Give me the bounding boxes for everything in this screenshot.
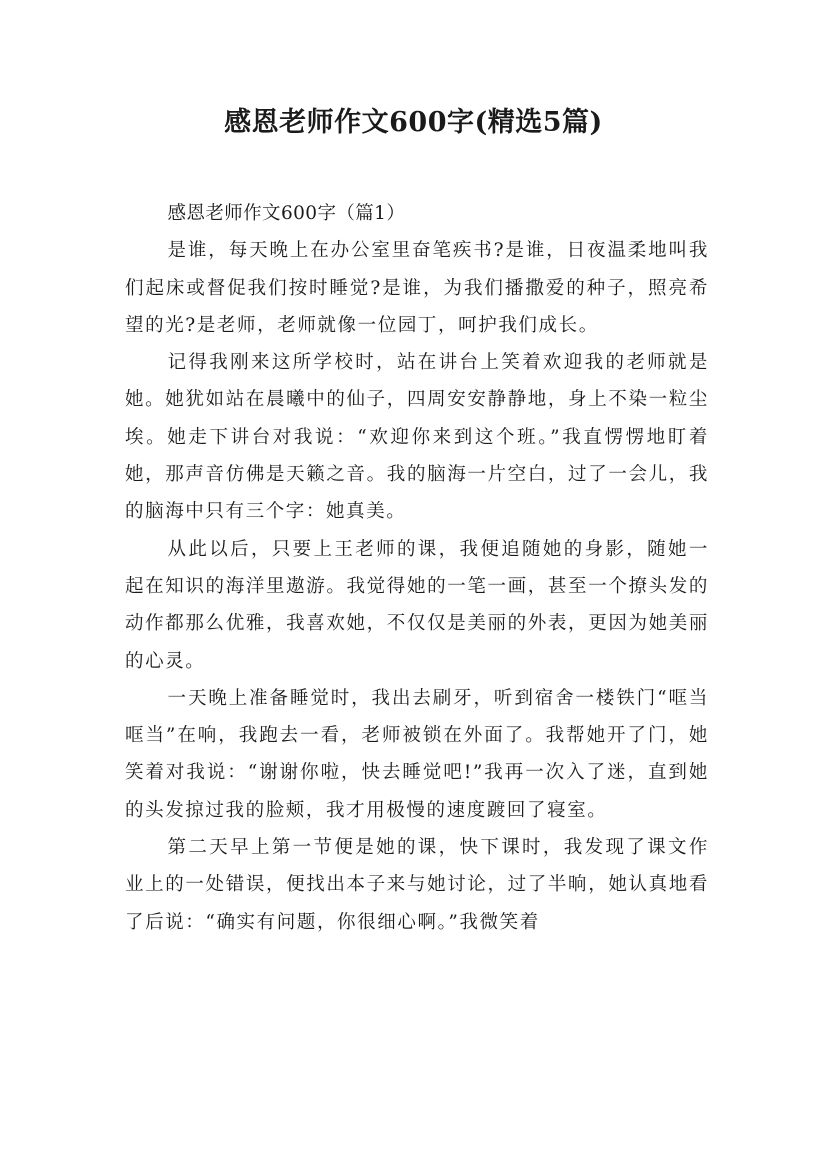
document-title: 感恩老师作文600字(精选5篇)	[224, 107, 603, 138]
paragraph: 第二天早上第一节便是她的课，快下课时，我发现了课文作业上的一处错误，便找出本子来与她讨论，过了半晌，她认真地看了后说：“确实有问题，你很细心啊。”我微笑着	[125, 837, 709, 933]
paragraph: 是谁，每天晚上在办公室里奋笔疾书?是谁，日夜温柔地叫我们起床或督促我们按时睡觉?是谁，为我们播撒爱的种子，照亮希望的光?是老师，老师就像一位园丁，呵护我们成长。	[125, 240, 709, 336]
paragraph: 从此以后，只要上王老师的课，我便追随她的身影，随她一起在知识的海洋里遨游。我觉得她的一笔一画，甚至一个撩头发的动作都那么优雅，我喜欢她，不仅仅是美丽的外表，更因为她美丽的心灵。	[125, 538, 709, 672]
paragraph: 一天晚上准备睡觉时，我出去刷牙，听到宿舍一楼铁门“哐当哐当”在响，我跑去一看，老师被锁在外面了。我帮她开了门，她笑着对我说：“谢谢你啦，快去睡觉吧!”我再一次入了迷，直到她的头发掠过我的脸颊，我才用极慢的速度踱回了寝室。	[125, 687, 709, 821]
document-body	[125, 195, 709, 941]
section-heading: 感恩老师作文600字（篇1）	[167, 203, 406, 224]
paragraph: 记得我刚来这所学校时，站在讲台上笑着欢迎我的老师就是她。她犹如站在晨曦中的仙子，四周安安静静地，身上不染一粒尘埃。她走下讲台对我说：“欢迎你来到这个班。”我直愣愣地盯着她，那声音仿佛是天籁之音。我的脑海一片空白，过了一会儿，我的脑海中只有三个字：她真美。	[125, 352, 709, 523]
